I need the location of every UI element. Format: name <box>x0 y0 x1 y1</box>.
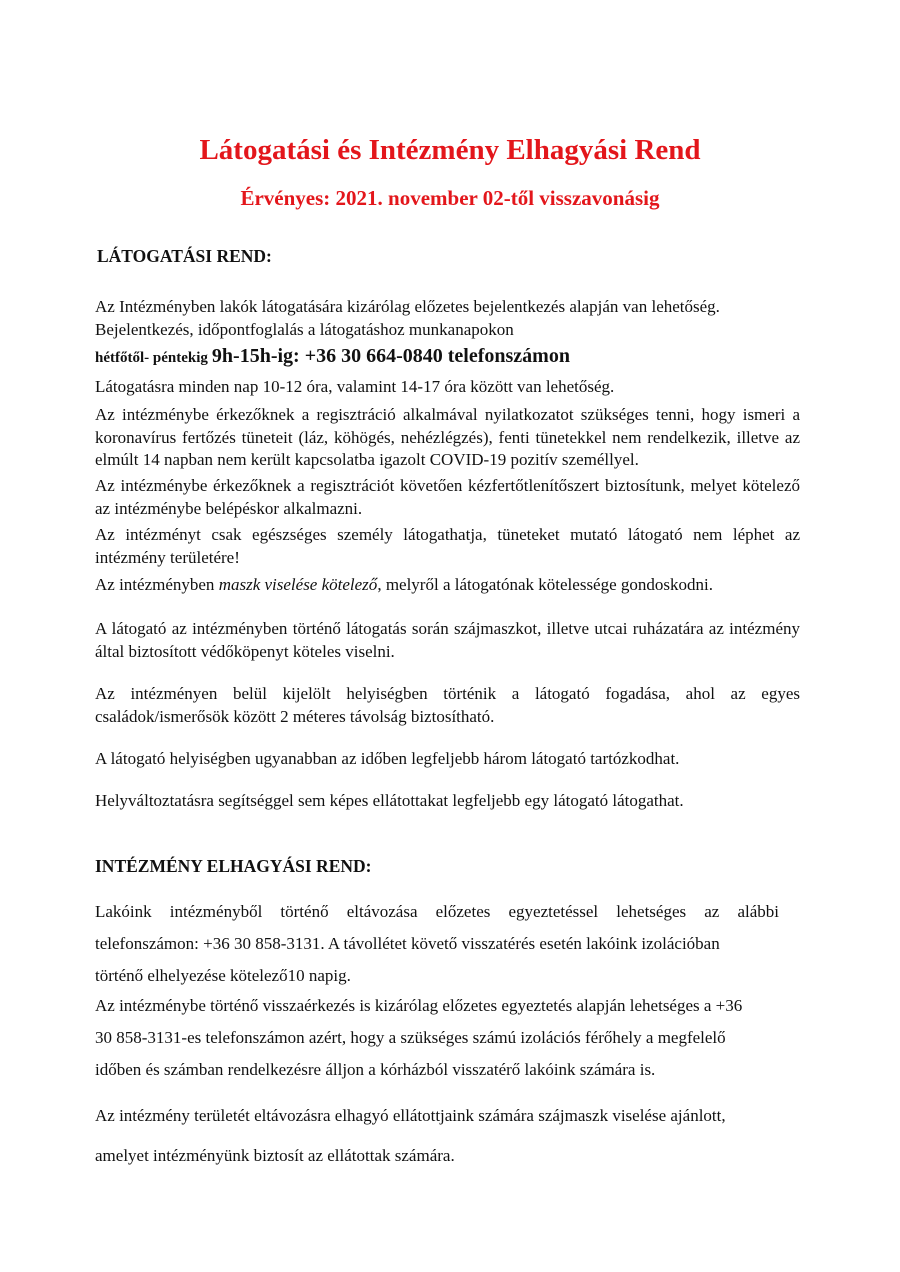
visiting-times: Látogatásra minden nap 10-12 óra, valamint 14-17 óra között van lehetőség. <box>95 377 615 396</box>
leaving-text-line: Lakóink intézményből történő eltávozása előzetes egyeztetéssel lehetséges az alábbi <box>95 902 779 921</box>
validity-subtitle: Érvényes: 2021. november 02-től visszavonásig <box>240 186 660 210</box>
max-visitors-paragraph: A látogató helyiségben ugyanabban az időben legfeljebb három látogató tartózkodhat. <box>95 749 680 768</box>
declaration-paragraph: Az intézménybe érkezőknek a regisztráció alkalmával nyilatkozatot szükséges tenni, hogy ismeri a koronavírus fertőzés tüneteit (láz, köhögés, nehézlégzés), fenti tünetekkel nem rendelkezik, illetve az elmúlt 14 napban nem került kapcsolatba igazolt COVID-19 pozitív személlyel. <box>95 405 800 469</box>
mask-text: , melyről a látogatónak kötelessége gondoskodni. <box>377 575 713 594</box>
mask-text: Az intézményben <box>95 575 219 594</box>
leaving-text-line: telefonszámon: +36 30 858-3131. A távollétet követő visszatérés esetén lakóink izolációban <box>95 934 720 953</box>
visiting-intro-line: Az Intézményben lakók látogatására kizárólag előzetes bejelentkezés alapján van lehetőség. <box>95 297 720 316</box>
leaving-text-line: amelyet intézményünk biztosít az ellátottak számára. <box>95 1146 455 1165</box>
mask-paragraph <box>95 574 800 597</box>
mask-required-emphasis: maszk viselése kötelező <box>218 575 378 594</box>
booking-days: hétfőtől- péntekig <box>95 350 208 366</box>
immobile-residents-paragraph: Helyváltoztatásra segítséggel sem képes ellátottakat legfeljebb egy látogató látogathat. <box>95 791 684 810</box>
leaving-text-line: történő elhelyezése kötelező10 napig. <box>95 966 351 985</box>
reception-room-paragraph: Az intézményen belül kijelölt helyiségben történik a látogató fogadása, ahol az egyes családok/ismerősök között 2 méteres távolság biztosítható. <box>95 684 800 726</box>
page-title: Látogatási és Intézmény Elhagyási Rend <box>199 134 701 166</box>
leaving-text-line: időben és számban rendelkezésre álljon a kórházból visszatérő lakóink számára is. <box>95 1060 656 1079</box>
visiting-intro-line: Bejelentkezés, időpontfoglalás a látogatáshoz munkanapokon <box>95 319 514 339</box>
visiting-rules-heading: LÁTOGATÁSI REND: <box>97 246 272 266</box>
booking-hours <box>95 345 570 368</box>
leaving-text-line: Az intézménybe történő visszaérkezés is kizárólag előzetes egyeztetés alapján lehetséges a +36 <box>95 996 743 1015</box>
visiting-intro <box>95 296 800 341</box>
leaving-text-line: 30 858-3131-es telefonszámon azért, hogy a szükséges számú izolációs férőhely a megfelelő <box>95 1028 726 1047</box>
booking-time-phone: 9h-15h-ig: +36 30 664-0840 telefonszámon <box>211 345 570 367</box>
healthy-visitor-paragraph: Az intézményt csak egészséges személy látogathatja, tüneteket mutató látogató nem léphet az intézmény területére! <box>95 525 800 567</box>
leaving-text-line: Az intézmény területét eltávozásra elhagyó ellátottjaink számára szájmaszk viselése ajánlott, <box>95 1106 726 1125</box>
leaving-paragraph-1 <box>95 896 779 992</box>
gown-paragraph: A látogató az intézményben történő látogatás során szájmaszkot, illetve utcai ruházatára az intézmény által biztosított védőköpenyt köteles viselni. <box>95 619 800 661</box>
leaving-paragraph-3 <box>95 1096 785 1176</box>
leaving-rules-heading: INTÉZMÉNY ELHAGYÁSI REND: <box>95 856 372 876</box>
sanitizer-paragraph: Az intézménybe érkezőknek a regisztrációt követően kézfertőtlenítőszert biztosítunk, melyet kötelező az intézménybe belépéskor alkalmazni. <box>95 476 800 518</box>
leaving-paragraph-2 <box>95 990 779 1086</box>
